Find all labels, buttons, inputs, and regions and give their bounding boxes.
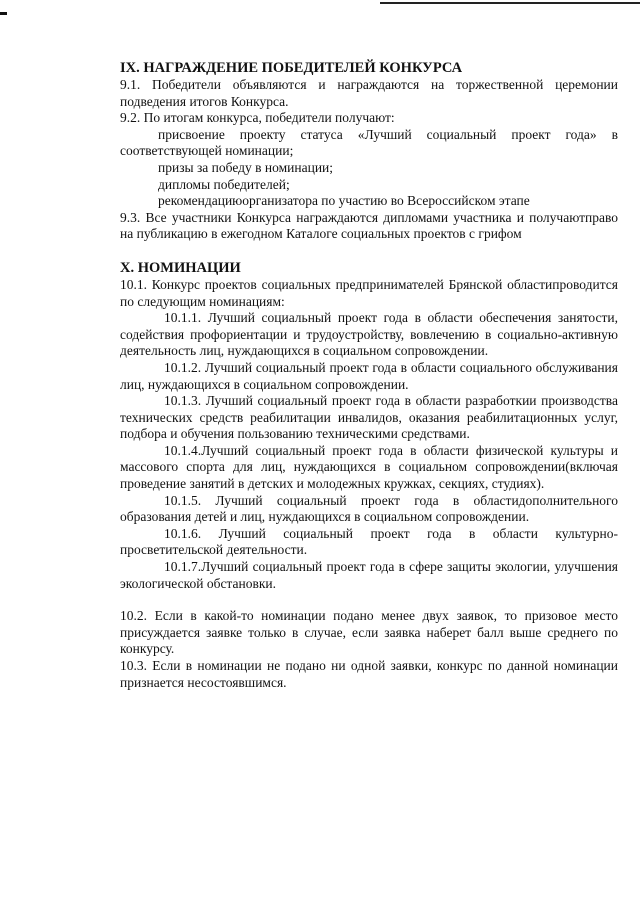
award-item: рекомендациюорганизатора по участию во Всероссийском этапе: [158, 193, 530, 209]
award-item: дипломы победителей;: [158, 176, 290, 192]
nomination-item: 10.1.4.Лучший социальный проект года в области физической культуры и массового спорта для лиц, нуждающихся в социальном сопровождении(включая проведение занятий в детских и молодежных кружках, секциях, студиях).: [120, 442, 618, 492]
paragraph-10-1: 10.1. Конкурс проектов социальных предпринимателей Брянской областипроводится по следующим номинациям:: [120, 276, 618, 309]
paragraph-spacer: [120, 592, 618, 608]
nomination-item: 10.1.5. Лучший социальный проект года в областидополнительного образования детей и лиц, нуждающихся в социальном сопровождении.: [120, 492, 618, 525]
nomination-item: 10.1.3. Лучший социальный проект года в области разработкии производства технических средств реабилитации инвалидов, оказания реабилитационных услуг, подбора и обучения пользованию техническими средствами.: [120, 393, 618, 442]
paragraph-9-1: 9.1. Победители объявляются и награждаются на торжественной церемонии подведения итогов Конкурса.: [120, 77, 618, 109]
award-item: призы за победу в номинации;: [158, 159, 334, 175]
document-page: [120, 60, 618, 691]
nomination-item: 10.1.2. Лучший социальный проект года в области социального обслуживания лиц, нуждающихся в социальном сопровождении.: [120, 359, 618, 392]
nomination-item: 10.1.7.Лучший социальный проект года в сфере защиты экологии, улучшения экологической обстановки.: [120, 559, 618, 591]
award-item: присвоение проекту статуса «Лучший социальный проект года» в соответствующей номинации;: [120, 126, 618, 159]
nomination-item: 10.1.1. Лучший социальный проект года в области обеспечения занятости, содействия профориентации и трудоустройству, вовлечению в социально-активную деятельность лиц, нуждающихся в социальном сопровождении.: [120, 310, 618, 359]
section-9-heading: IX. НАГРАЖДЕНИЕ ПОБЕДИТЕЛЕЙ КОНКУРСА: [120, 60, 463, 76]
scan-artifact-mark: [0, 12, 7, 15]
scan-artifact-line: [380, 2, 640, 4]
paragraph-9-3: 9.3. Все участники Конкурса награждаются дипломами участника и получаютправо на публикацию в ежегодном Каталоге социальных проектов с грифом: [120, 209, 618, 242]
section-spacer: [120, 243, 618, 260]
paragraph-9-2: 9.2. По итогам конкурса, победители получают:: [120, 110, 395, 126]
nomination-item: 10.1.6. Лучший социальный проект года в области культурно-просветительской деятельности.: [120, 525, 618, 558]
paragraph-10-3: 10.3. Если в номинации не подано ни одной заявки, конкурс по данной номинации признается несостоявшимся.: [120, 658, 618, 690]
section-10-heading: X. НОМИНАЦИИ: [120, 259, 241, 276]
paragraph-10-2: 10.2. Если в какой-то номинации подано менее двух заявок, то призовое место присуждается заявке только в случае, если заявка наберет балл выше среднего по конкурсу.: [120, 608, 618, 657]
